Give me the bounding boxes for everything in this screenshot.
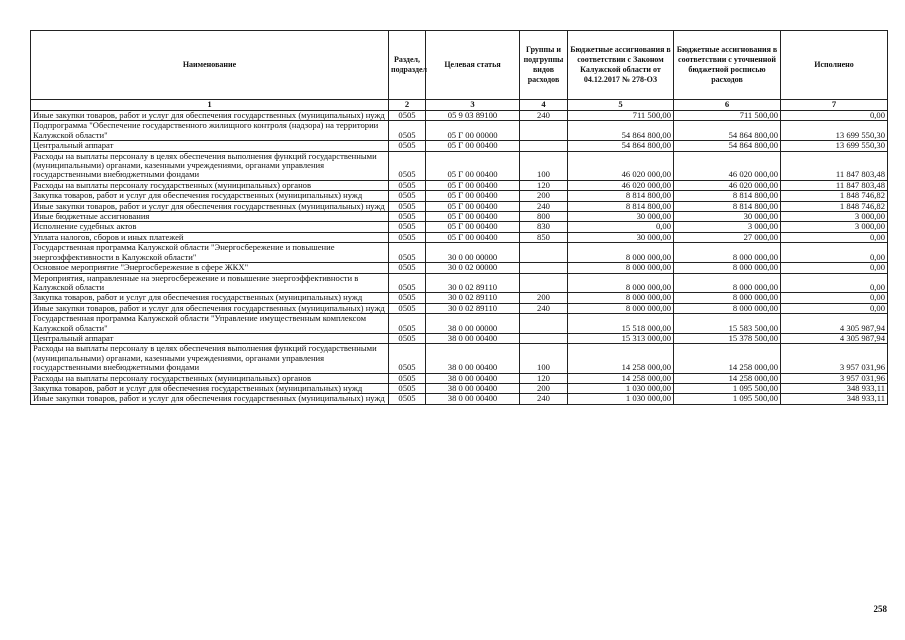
table-row <box>31 232 888 242</box>
row-group: 850 <box>520 232 568 242</box>
row-section: 0505 <box>389 373 426 383</box>
row-law-amount: 1 030 000,00 <box>568 383 674 393</box>
row-law-amount: 54 864 800,00 <box>568 121 674 141</box>
row-law-amount: 14 258 000,00 <box>568 373 674 383</box>
row-group: 100 <box>520 151 568 180</box>
row-refined-amount: 1 095 500,00 <box>674 394 781 404</box>
row-refined-amount: 30 000,00 <box>674 212 781 222</box>
row-section: 0505 <box>389 333 426 343</box>
row-name: Иные закупки товаров, работ и услуг для обеспечения государственных (муниципальных) нужд <box>31 201 389 211</box>
row-target: 30 0 02 89110 <box>426 293 520 303</box>
row-executed-amount: 348 933,11 <box>781 383 888 393</box>
row-refined-amount: 3 000,00 <box>674 222 781 232</box>
column-number: 2 <box>389 100 426 111</box>
row-executed-amount: 13 699 550,30 <box>781 141 888 151</box>
row-refined-amount: 711 500,00 <box>674 111 781 121</box>
row-section: 0505 <box>389 293 426 303</box>
row-group <box>520 333 568 343</box>
row-target: 05 Г 00 00400 <box>426 180 520 190</box>
row-executed-amount: 13 699 550,30 <box>781 121 888 141</box>
row-group: 830 <box>520 222 568 232</box>
row-executed-amount: 348 933,11 <box>781 394 888 404</box>
row-group <box>520 141 568 151</box>
row-name: Иные закупки товаров, работ и услуг для обеспечения государственных (муниципальных) нужд <box>31 394 389 404</box>
row-section: 0505 <box>389 111 426 121</box>
row-group: 800 <box>520 212 568 222</box>
row-section: 0505 <box>389 201 426 211</box>
table-row <box>31 303 888 313</box>
row-section: 0505 <box>389 273 426 293</box>
header-refined: Бюджетные ассигнования в соответствии с уточненной бюджетной росписью расходов <box>674 31 781 100</box>
row-refined-amount: 14 258 000,00 <box>674 373 781 383</box>
row-refined-amount: 8 000 000,00 <box>674 273 781 293</box>
row-law-amount: 54 864 800,00 <box>568 141 674 151</box>
row-name: Государственная программа Калужской области "Управление имущественным комплексом Калужской области" <box>31 314 389 334</box>
table-row <box>31 263 888 273</box>
row-section: 0505 <box>389 263 426 273</box>
row-group <box>520 121 568 141</box>
header-executed: Исполнено <box>781 31 888 100</box>
row-law-amount: 15 313 000,00 <box>568 333 674 343</box>
table-row <box>31 222 888 232</box>
row-law-amount: 8 000 000,00 <box>568 243 674 263</box>
row-section: 0505 <box>389 191 426 201</box>
table-row <box>31 121 888 141</box>
page-number: 258 <box>873 604 887 614</box>
row-executed-amount: 11 847 803,48 <box>781 151 888 180</box>
row-section: 0505 <box>389 383 426 393</box>
row-executed-amount: 11 847 803,48 <box>781 180 888 190</box>
row-refined-amount: 54 864 800,00 <box>674 141 781 151</box>
row-group: 120 <box>520 373 568 383</box>
row-group <box>520 263 568 273</box>
row-section: 0505 <box>389 232 426 242</box>
column-number: 4 <box>520 100 568 111</box>
row-law-amount: 8 000 000,00 <box>568 273 674 293</box>
row-law-amount: 46 020 000,00 <box>568 151 674 180</box>
row-name: Расходы на выплаты персоналу государственных (муниципальных) органов <box>31 180 389 190</box>
row-refined-amount: 8 000 000,00 <box>674 303 781 313</box>
row-refined-amount: 8 000 000,00 <box>674 293 781 303</box>
column-number: 6 <box>674 100 781 111</box>
row-refined-amount: 1 095 500,00 <box>674 383 781 393</box>
table-row <box>31 141 888 151</box>
row-target: 38 0 00 00400 <box>426 394 520 404</box>
header-target: Целевая статья <box>426 31 520 100</box>
column-number: 3 <box>426 100 520 111</box>
header-group: Группы и подгруппы видов расходов <box>520 31 568 100</box>
row-name: Закупка товаров, работ и услуг для обеспечения государственных (муниципальных) нужд <box>31 293 389 303</box>
row-group: 200 <box>520 383 568 393</box>
header-law: Бюджетные ассигнования в соответствии с Законом Калужской области от 04.12.2017 № 278-ОЗ <box>568 31 674 100</box>
row-executed-amount: 4 305 987,94 <box>781 314 888 334</box>
row-executed-amount: 1 848 746,82 <box>781 201 888 211</box>
table-row <box>31 333 888 343</box>
header-row <box>31 31 888 100</box>
row-name: Расходы на выплаты персоналу в целях обеспечения выполнения функций государственными (муниципальными) органами, казенными учреждениями, органами управления государственными внебюджетными фондами <box>31 151 389 180</box>
row-target: 38 0 00 00000 <box>426 314 520 334</box>
row-refined-amount: 54 864 800,00 <box>674 121 781 141</box>
row-law-amount: 8 000 000,00 <box>568 293 674 303</box>
row-group <box>520 243 568 263</box>
row-section: 0505 <box>389 212 426 222</box>
row-section: 0505 <box>389 303 426 313</box>
row-name: Расходы на выплаты персоналу в целях обеспечения выполнения функций государственными (муниципальными) органами, казенными учреждениями, органами управления государственными внебюджетными фондами <box>31 344 389 373</box>
row-refined-amount: 15 378 500,00 <box>674 333 781 343</box>
row-name: Иные закупки товаров, работ и услуг для обеспечения государственных (муниципальных) нужд <box>31 111 389 121</box>
row-section: 0505 <box>389 121 426 141</box>
row-executed-amount: 0,00 <box>781 232 888 242</box>
row-section: 0505 <box>389 222 426 232</box>
row-law-amount: 8 814 800,00 <box>568 201 674 211</box>
row-name: Закупка товаров, работ и услуг для обеспечения государственных (муниципальных) нужд <box>31 191 389 201</box>
column-number: 7 <box>781 100 888 111</box>
row-target: 05 Г 00 00400 <box>426 191 520 201</box>
table-row <box>31 111 888 121</box>
row-target: 38 0 00 00400 <box>426 344 520 373</box>
row-name: Государственная программа Калужской области "Энергосбережение и повышение энергоэффективности в Калужской области" <box>31 243 389 263</box>
row-name: Подпрограмма "Обеспечение государственного жилищного контроля (надзора) на территории Калужской области" <box>31 121 389 141</box>
row-target: 30 0 02 89110 <box>426 303 520 313</box>
row-executed-amount: 0,00 <box>781 263 888 273</box>
table-row <box>31 243 888 263</box>
row-refined-amount: 8 000 000,00 <box>674 243 781 263</box>
row-target: 30 0 02 89110 <box>426 273 520 293</box>
row-target: 38 0 00 00400 <box>426 333 520 343</box>
row-executed-amount: 3 957 031,96 <box>781 344 888 373</box>
row-section: 0505 <box>389 141 426 151</box>
row-target: 30 0 02 00000 <box>426 263 520 273</box>
row-target: 05 Г 00 00400 <box>426 232 520 242</box>
row-executed-amount: 0,00 <box>781 243 888 263</box>
row-name: Иные закупки товаров, работ и услуг для обеспечения государственных (муниципальных) нужд <box>31 303 389 313</box>
column-number-row <box>31 100 888 111</box>
row-section: 0505 <box>389 243 426 263</box>
row-refined-amount: 27 000,00 <box>674 232 781 242</box>
row-group: 240 <box>520 201 568 211</box>
table-row <box>31 373 888 383</box>
column-number: 1 <box>31 100 389 111</box>
row-target: 05 Г 00 00400 <box>426 151 520 180</box>
column-number: 5 <box>568 100 674 111</box>
row-law-amount: 0,00 <box>568 222 674 232</box>
row-executed-amount: 4 305 987,94 <box>781 333 888 343</box>
row-refined-amount: 8 814 800,00 <box>674 201 781 211</box>
row-executed-amount: 0,00 <box>781 293 888 303</box>
row-section: 0505 <box>389 344 426 373</box>
row-group <box>520 273 568 293</box>
row-law-amount: 30 000,00 <box>568 212 674 222</box>
row-group: 100 <box>520 344 568 373</box>
row-target: 05 9 03 89100 <box>426 111 520 121</box>
row-name: Основное мероприятие "Энергосбережение в сфере ЖКХ" <box>31 263 389 273</box>
row-section: 0505 <box>389 151 426 180</box>
row-law-amount: 8 000 000,00 <box>568 303 674 313</box>
table-row <box>31 180 888 190</box>
header-name: Наименование <box>31 31 389 100</box>
row-executed-amount: 0,00 <box>781 273 888 293</box>
row-group: 120 <box>520 180 568 190</box>
row-refined-amount: 46 020 000,00 <box>674 151 781 180</box>
row-name: Центральный аппарат <box>31 333 389 343</box>
row-target: 05 Г 00 00000 <box>426 121 520 141</box>
row-target: 05 Г 00 00400 <box>426 201 520 211</box>
row-law-amount: 15 518 000,00 <box>568 314 674 334</box>
row-refined-amount: 8 814 800,00 <box>674 191 781 201</box>
row-executed-amount: 0,00 <box>781 111 888 121</box>
row-group: 240 <box>520 394 568 404</box>
row-name: Исполнение судебных актов <box>31 222 389 232</box>
row-name: Центральный аппарат <box>31 141 389 151</box>
row-target: 38 0 00 00400 <box>426 383 520 393</box>
row-executed-amount: 3 000,00 <box>781 222 888 232</box>
row-law-amount: 8 814 800,00 <box>568 191 674 201</box>
row-refined-amount: 15 583 500,00 <box>674 314 781 334</box>
row-group <box>520 314 568 334</box>
row-law-amount: 14 258 000,00 <box>568 344 674 373</box>
row-target: 38 0 00 00400 <box>426 373 520 383</box>
row-executed-amount: 0,00 <box>781 303 888 313</box>
row-name: Закупка товаров, работ и услуг для обеспечения государственных (муниципальных) нужд <box>31 383 389 393</box>
table-row <box>31 344 888 373</box>
row-section: 0505 <box>389 394 426 404</box>
budget-table <box>30 30 888 405</box>
table-row <box>31 383 888 393</box>
row-executed-amount: 1 848 746,82 <box>781 191 888 201</box>
row-law-amount: 46 020 000,00 <box>568 180 674 190</box>
table-row <box>31 201 888 211</box>
row-refined-amount: 14 258 000,00 <box>674 344 781 373</box>
row-target: 05 Г 00 00400 <box>426 212 520 222</box>
table-row <box>31 273 888 293</box>
row-section: 0505 <box>389 314 426 334</box>
row-target: 05 Г 00 00400 <box>426 141 520 151</box>
table-row <box>31 314 888 334</box>
table-row <box>31 212 888 222</box>
header-section: Раздел, подраздел <box>389 31 426 100</box>
table-body <box>31 111 888 405</box>
row-name: Мероприятия, направленные на энергосбережение и повышение энергоэффективности в Калужской области <box>31 273 389 293</box>
row-name: Расходы на выплаты персоналу государственных (муниципальных) органов <box>31 373 389 383</box>
row-name: Уплата налогов, сборов и иных платежей <box>31 232 389 242</box>
row-group: 240 <box>520 303 568 313</box>
row-executed-amount: 3 957 031,96 <box>781 373 888 383</box>
row-law-amount: 8 000 000,00 <box>568 263 674 273</box>
table-row <box>31 191 888 201</box>
row-executed-amount: 3 000,00 <box>781 212 888 222</box>
table-row <box>31 151 888 180</box>
row-group: 200 <box>520 293 568 303</box>
row-refined-amount: 46 020 000,00 <box>674 180 781 190</box>
row-target: 30 0 00 00000 <box>426 243 520 263</box>
row-refined-amount: 8 000 000,00 <box>674 263 781 273</box>
row-target: 05 Г 00 00400 <box>426 222 520 232</box>
row-section: 0505 <box>389 180 426 190</box>
row-name: Иные бюджетные ассигнования <box>31 212 389 222</box>
table-row <box>31 293 888 303</box>
row-law-amount: 30 000,00 <box>568 232 674 242</box>
table-row <box>31 394 888 404</box>
row-law-amount: 711 500,00 <box>568 111 674 121</box>
row-law-amount: 1 030 000,00 <box>568 394 674 404</box>
row-group: 200 <box>520 191 568 201</box>
row-group: 240 <box>520 111 568 121</box>
